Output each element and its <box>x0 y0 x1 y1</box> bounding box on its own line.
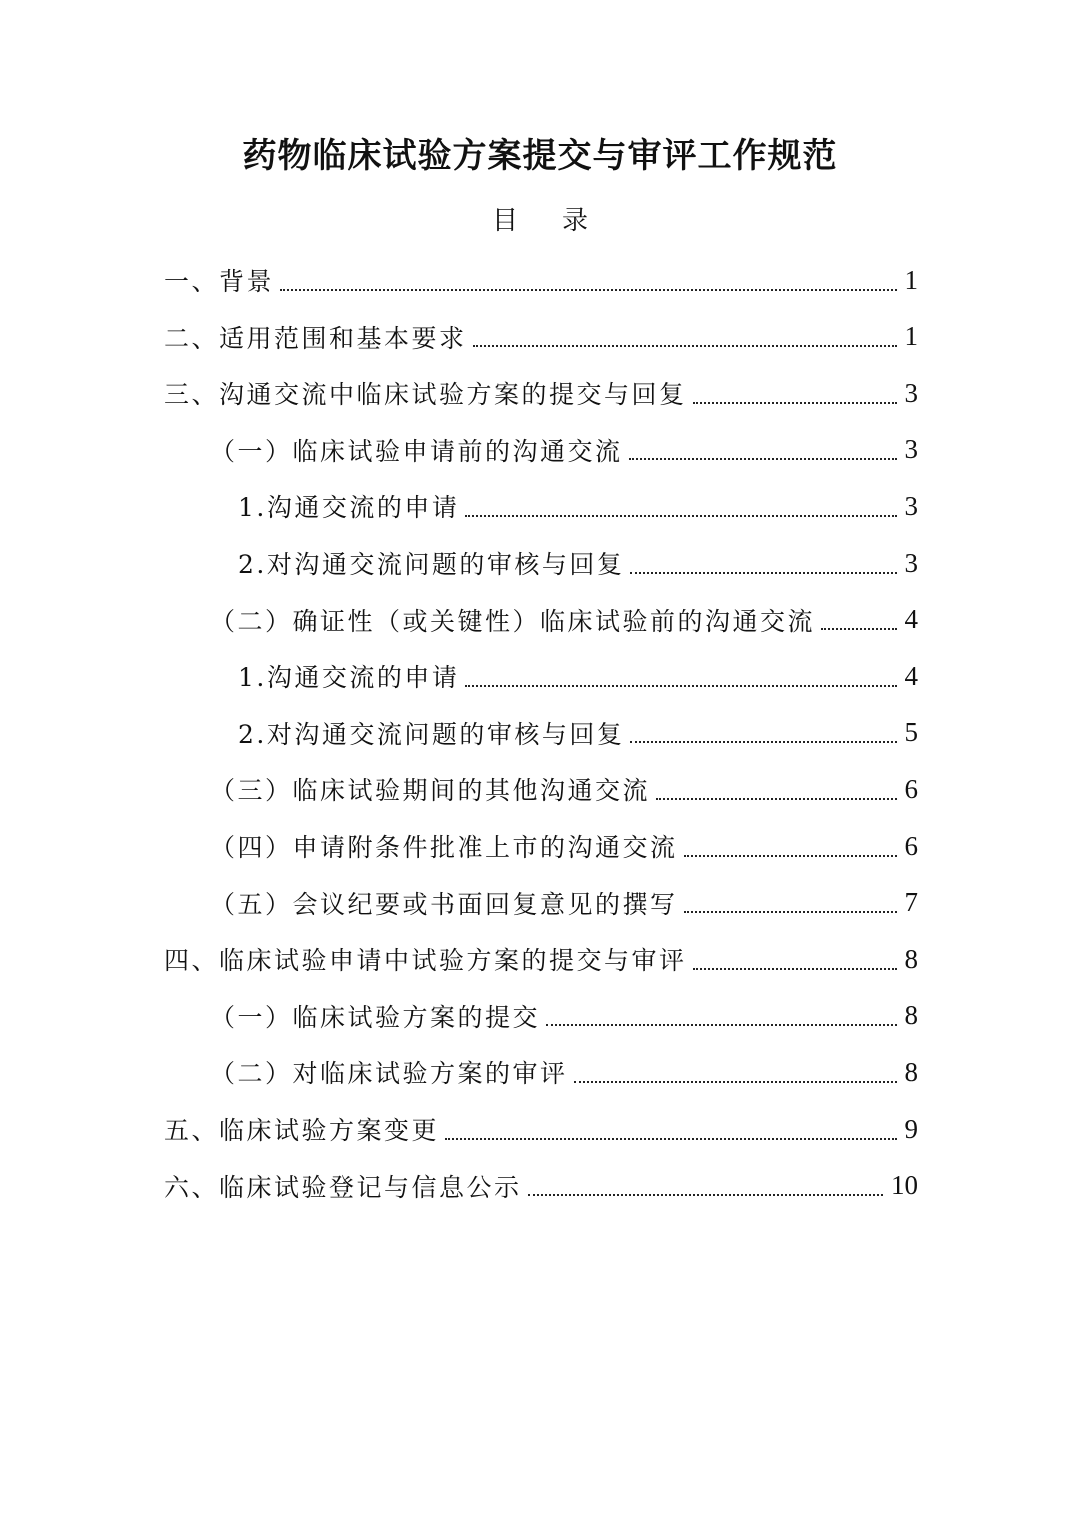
toc-entry-label: （二）对临床试验方案的审评 <box>210 1059 568 1089</box>
toc-leader-dots <box>684 910 897 913</box>
toc-entry-label: 1.沟通交流的申请 <box>238 663 460 693</box>
toc-entry-page: 6 <box>904 773 918 804</box>
toc-entry[interactable] <box>210 988 918 1044</box>
toc-entry-label: （一）临床试验申请前的沟通交流 <box>210 436 623 466</box>
toc-entry-page: 3 <box>904 434 918 465</box>
toc-entry-label: 2.对沟通交流问题的审核与回复 <box>238 550 625 579</box>
toc-entry-page: 1 <box>904 321 918 352</box>
toc-entry-label: 六、临床试验登记与信息公示 <box>164 1172 522 1202</box>
toc-entry[interactable] <box>164 1158 918 1214</box>
toc-leader-dots <box>528 1193 883 1196</box>
toc-entry-label: 二、适用范围和基本要求 <box>164 323 467 353</box>
toc-leader-dots <box>574 1080 897 1083</box>
toc-entry-label: 2.对沟通交流问题的审核与回复 <box>238 719 625 749</box>
toc-entry-label: 四、临床试验申请中试验方案的提交与审评 <box>164 946 687 976</box>
toc-leader-dots <box>656 797 896 800</box>
toc-entry-label: （一）临床试验方案的提交 <box>210 1002 541 1032</box>
toc-leader-dots <box>465 684 896 687</box>
toc-entry-label: 1.沟通交流的申请 <box>238 493 460 523</box>
toc-entry[interactable] <box>210 875 918 931</box>
toc-leader-dots <box>630 571 896 574</box>
toc-heading-char-1: 目 <box>491 206 518 236</box>
document-title: 药物临床试验方案提交与审评工作规范 <box>242 136 838 176</box>
toc-entry-label: 一、背景 <box>164 267 275 296</box>
toc-entry[interactable] <box>210 592 918 648</box>
toc-entry[interactable] <box>210 761 918 817</box>
toc-leader-dots <box>821 627 896 630</box>
toc-entry-page: 3 <box>904 490 918 521</box>
toc-leader-dots <box>473 344 897 347</box>
toc-entry-page: 1 <box>904 264 918 295</box>
toc-heading <box>0 200 1080 237</box>
toc-entry-page: 3 <box>904 377 918 408</box>
toc-leader-dots <box>280 288 896 291</box>
toc-leader-dots <box>684 854 897 857</box>
toc-entry-label: （三）临床试验期间的其他沟通交流 <box>210 776 651 806</box>
toc-entry-label: 三、沟通交流中临床试验方案的提交与回复 <box>164 380 687 410</box>
toc-leader-dots <box>546 1023 896 1026</box>
toc-entry-page: 8 <box>904 1000 918 1031</box>
toc-entry-page: 6 <box>904 830 918 861</box>
toc-entry-page: 4 <box>904 660 918 691</box>
toc-entry-label: （四）申请附条件批准上市的沟通交流 <box>210 833 678 862</box>
toc-entry[interactable] <box>164 1101 918 1157</box>
toc-entry[interactable] <box>238 535 918 591</box>
toc-entry[interactable] <box>164 309 918 365</box>
toc-entry-page: 3 <box>904 547 918 578</box>
toc-entry-page: 4 <box>904 604 918 635</box>
toc-entry-page: 8 <box>904 1056 918 1087</box>
toc-entry-page: 8 <box>904 943 918 974</box>
toc-leader-dots <box>629 457 897 460</box>
toc-entry-page: 7 <box>904 887 918 918</box>
toc-entry-label: （二）确证性（或关键性）临床试验前的沟通交流 <box>210 606 816 636</box>
toc-leader-dots <box>693 967 897 970</box>
toc-entry[interactable] <box>210 818 918 874</box>
toc-leader-dots <box>465 514 896 517</box>
toc-entry[interactable] <box>164 931 918 987</box>
toc-entry-page: 5 <box>904 717 918 748</box>
toc-entry-label: 五、临床试验方案变更 <box>164 1116 440 1145</box>
toc-entry-page: 10 <box>891 1170 918 1201</box>
toc-entry[interactable] <box>238 648 918 704</box>
toc-entry[interactable] <box>238 478 918 534</box>
toc-heading-char-2: 录 <box>562 206 589 236</box>
toc-entry[interactable] <box>210 1044 918 1100</box>
toc-leader-dots <box>693 401 897 404</box>
toc-entry[interactable] <box>210 422 918 478</box>
toc-entry-label: （五）会议纪要或书面回复意见的撰写 <box>210 889 678 919</box>
toc-entry[interactable] <box>238 705 918 761</box>
toc-leader-dots <box>630 740 896 743</box>
toc-leader-dots <box>445 1137 896 1140</box>
toc-entry-page: 9 <box>904 1113 918 1144</box>
toc-entry[interactable] <box>164 252 918 308</box>
toc-entry[interactable] <box>164 365 918 421</box>
